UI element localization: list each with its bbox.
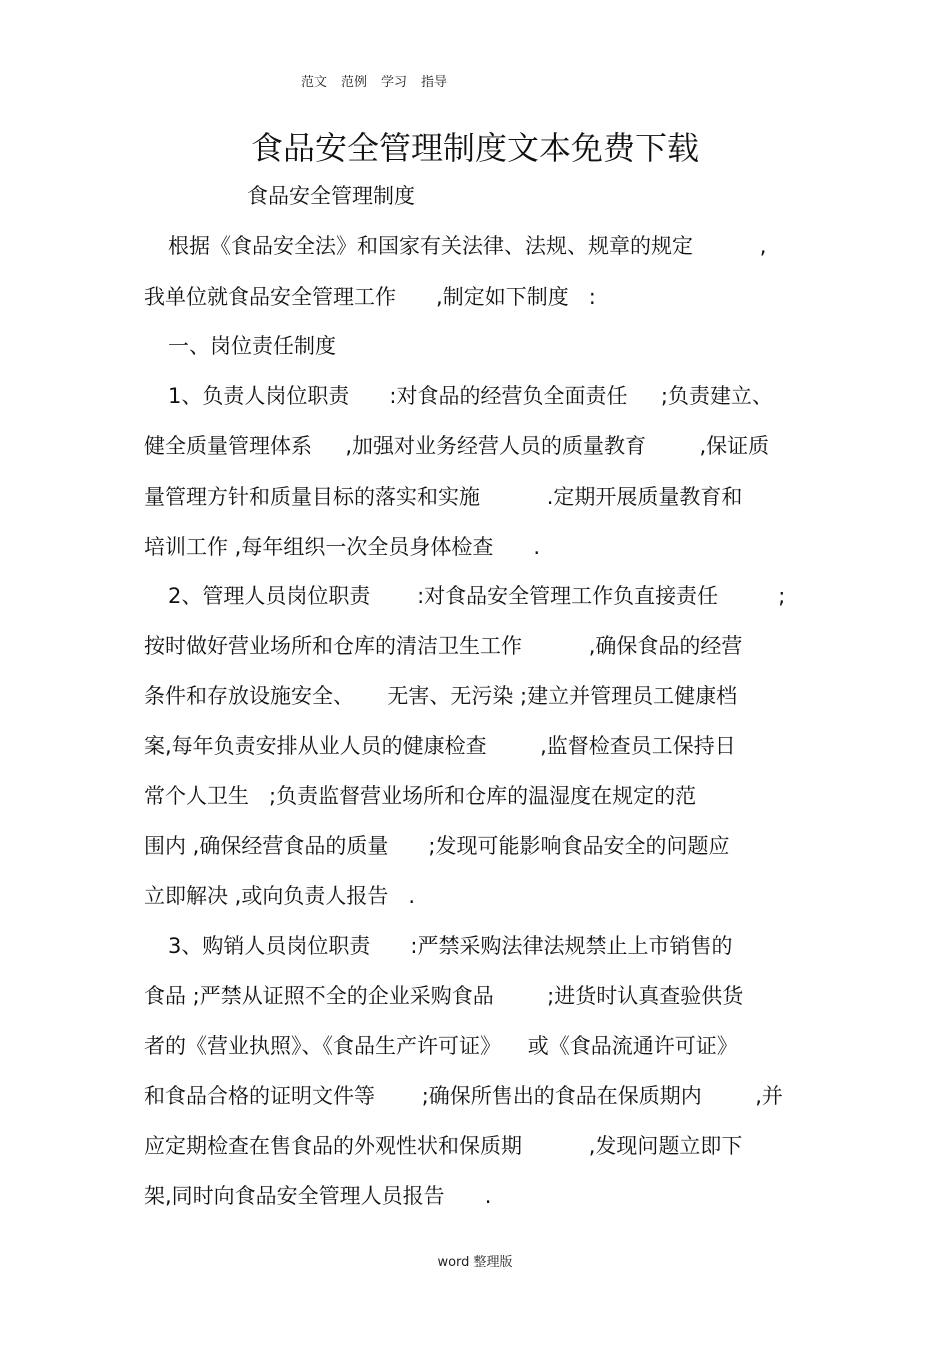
page-header bbox=[301, 71, 461, 90]
text-line: 条件和存放设施安全、 无害、无污染 ;建立并管理员工健康档 bbox=[144, 684, 738, 708]
text-line: 围内 ,确保经营食品的质量 ;发现可能影响食品安全的问题应 bbox=[144, 834, 730, 858]
text-line: 根据《食品安全法》和国家有关法律、法规、规章的规定 , bbox=[168, 234, 767, 258]
page-footer: word 整理版 bbox=[437, 1255, 513, 1270]
section-heading: 一、岗位责任制度 bbox=[168, 334, 336, 358]
text-line: 3、购销人员岗位职责 :严禁采购法律法规禁止上市销售的 bbox=[168, 934, 733, 958]
header-item: 范文 bbox=[301, 75, 328, 90]
text-line: 案,每年负责安排从业人员的健康检查 ,监督检查员工保持日 bbox=[144, 734, 736, 758]
text-line: 者的《营业执照》、《食品生产许可证》 或《食品流通许可证》 bbox=[144, 1034, 738, 1058]
text-line: 架,同时向食品安全管理人员报告 . bbox=[144, 1184, 492, 1208]
text-line: 和食品合格的证明文件等 ;确保所售出的食品在保质期内 ,并 bbox=[144, 1084, 783, 1108]
text-line: 应定期检查在售食品的外观性状和保质期 ,发现问题立即下 bbox=[144, 1134, 743, 1158]
text-line: 按时做好营业场所和仓库的清洁卫生工作 ,确保食品的经营 bbox=[144, 634, 743, 658]
header-item: 学习 bbox=[381, 75, 408, 90]
text-line: 2、管理人员岗位职责 :对食品安全管理工作负直接责任 ; bbox=[168, 584, 786, 608]
text-line: 1、负责人岗位职责 :对食品的经营负全面责任 ;负责建立、 bbox=[168, 384, 773, 408]
header-item: 指导 bbox=[421, 75, 448, 90]
header-item: 范例 bbox=[341, 75, 368, 90]
text-line: 培训工作 ,每年组织一次全员身体检查 . bbox=[144, 535, 541, 559]
text-line: 常个人卫生 ;负责监督营业场所和仓库的温湿度在规定的范 bbox=[144, 784, 697, 808]
text-line: 立即解决 ,或向负责人报告 . bbox=[144, 884, 416, 908]
text-line: 我单位就食品安全管理工作 ,制定如下制度 : bbox=[144, 285, 596, 309]
document-title: 食品安全管理制度文本免费下载 bbox=[250, 129, 699, 167]
text-line: 量管理方针和质量目标的落实和实施 .定期开展质量教育和 bbox=[144, 485, 743, 509]
text-line: 食品 ;严禁从证照不全的企业采购食品 ;进货时认真查验供货 bbox=[144, 984, 744, 1008]
document-subtitle: 食品安全管理制度 bbox=[247, 184, 415, 208]
text-line: 健全质量管理体系 ,加强对业务经营人员的质量教育 ,保证质 bbox=[144, 434, 770, 458]
